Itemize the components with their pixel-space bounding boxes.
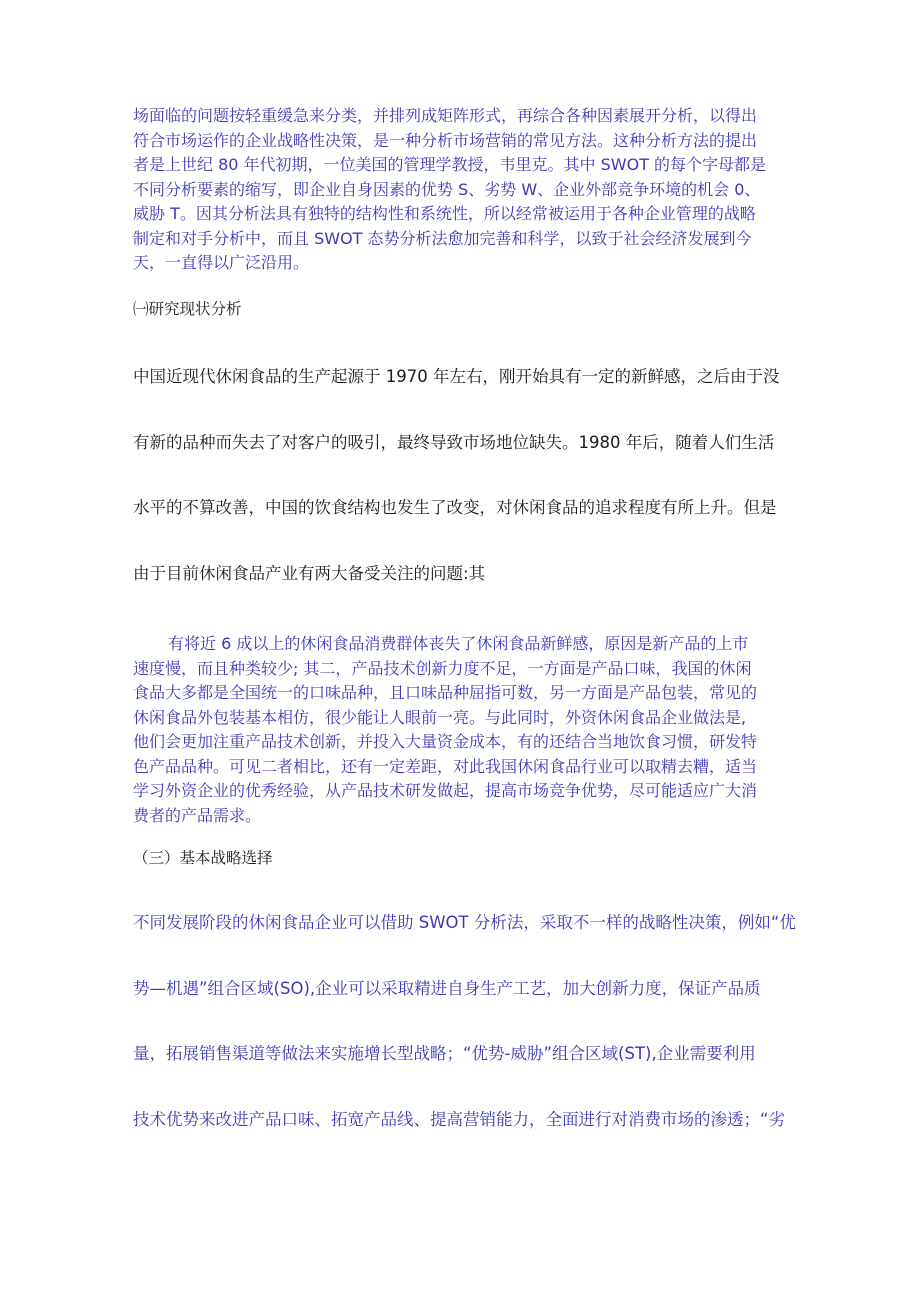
text-line: 制定和对手分析中，而且 SWOT 态势分析法愈加完善和科学，以致于社会经济发展到今 [133, 228, 752, 248]
text-line: 有将近 6 成以上的休闲食品消费群体丧失了休闲食品新鲜感，原因是新产品的上市 [168, 634, 749, 653]
section-heading-research-status: ㈠研究现状分析 [133, 300, 242, 318]
text-line: 休闲食品外包装基本相仿，很少能让人眼前一亮。与此同时，外资休闲食品企业做法是, [133, 707, 747, 727]
text-line: 费者的产品需求。 [133, 805, 262, 825]
text-line: 技术优势来改进产品口味、拓宽产品线、提高营销能力，全面进行对消费市场的渗透；“劣 [133, 1110, 786, 1129]
text-line: 势—机遇”组合区域(SO),企业可以采取精进自身生产工艺，加大创新力度，保证产品质 [133, 979, 761, 998]
text-line: 食品大多都是全国统一的口味品种，且口味品种屈指可数，另一方面是产品包装，常见的 [133, 683, 758, 702]
text-line: 学习外资企业的优秀经验，从产品技术研发做起，提高市场竞争优势，尽可能适应广大消 [133, 781, 758, 800]
text-line: 他们会更加注重产品技术创新，并投入大量资金成本，有的还结合当地饮食习惯，研发特 [133, 732, 758, 751]
text-line: 天，一直得以广泛沿用。 [133, 253, 310, 272]
text-line: 由于目前休闲食品产业有两大备受关注的问题:其 [133, 564, 486, 583]
text-line: 符合市场运作的企业战略性决策，是一种分析市场营销的常见方法。这种分析方法的提出 [133, 130, 758, 150]
text-line: 水平的不算改善，中国的饮食结构也发生了改变，对休闲食品的追求程度有所上升。但是 [133, 498, 777, 517]
text-line: 量，拓展销售渠道等做法来实施增长型战略；“优势-威胁”组合区域(ST),企业需要利用 [133, 1044, 756, 1063]
text-line: 速度慢，而且种类较少; 其二，产品技术创新力度不足，一方面是产品口味，我国的休闲 [133, 658, 752, 678]
text-line: 色产品品种。可见二者相比，还有一定差距，对此我国休闲食品行业可以取精去糟，适当 [133, 756, 758, 776]
paragraph-swot-intro [133, 104, 793, 276]
paragraph-market-problems [133, 632, 793, 828]
text-line: 者是上世纪 80 年代初期，一位美国的管理学教授，韦里克。其中 SWOT 的每个字母都是 [133, 155, 767, 174]
text-line: 中国近现代休闲食品的生产起源于 1970 年左右，刚开始具有一定的新鲜感，之后由于没 [133, 367, 780, 386]
text-line: 有新的品种而失去了对客户的吸引，最终导致市场地位缺失。1980 年后，随着人们生活 [133, 433, 775, 452]
text-line: 威胁 T。因其分析法具有独特的结构性和系统性，所以经常被运用于各种企业管理的战略 [133, 204, 756, 223]
text-line: 不同分析要素的缩写，即企业自身因素的优势 S、劣势 W、企业外部竞争环境的机会 0、 [133, 179, 761, 199]
text-line: 不同发展阶段的休闲食品企业可以借助 SWOT 分析法，采取不一样的战略性决策，例如“优 [133, 913, 796, 932]
text-line: 场面临的问题按轻重缓急来分类，并排列成矩阵形式，再综合各种因素展开分析，以得出 [133, 106, 758, 125]
section-heading-strategy-selection: （三）基本战略选择 [133, 849, 273, 867]
